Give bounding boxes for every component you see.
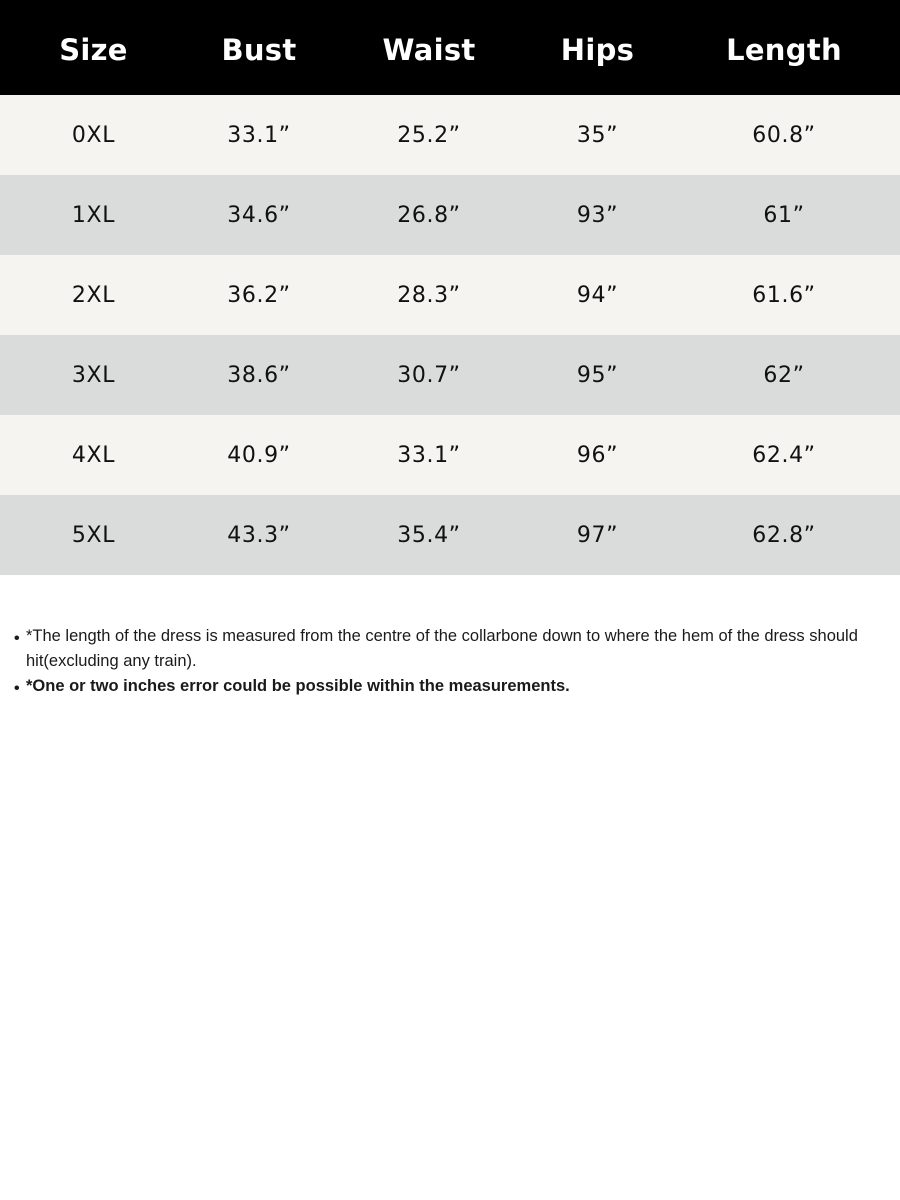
cell-hips: 94” (576, 282, 619, 308)
cell-size: 3XL (71, 362, 116, 388)
cell-size: 0XL (71, 122, 116, 148)
measurement-notes (14, 624, 884, 699)
cell-waist: 33.1” (397, 442, 461, 468)
cell-length: 62.8” (752, 522, 816, 548)
cell-waist: 30.7” (397, 362, 461, 388)
cell-length: 60.8” (752, 122, 816, 148)
header-length: Length (726, 32, 842, 67)
cell-length: 62” (763, 362, 805, 388)
cell-waist: 26.8” (397, 202, 461, 228)
table-row (0, 255, 900, 335)
cell-size: 4XL (71, 442, 116, 468)
cell-size: 1XL (71, 202, 116, 228)
size-chart-table (0, 0, 900, 575)
header-size: Size (59, 32, 128, 67)
note-error-text: *One or two inches error could be possible within the measurements. (26, 677, 570, 695)
cell-waist: 35.4” (397, 522, 461, 548)
header-waist: Waist (382, 32, 476, 67)
note-length (14, 624, 884, 674)
header-bust: Bust (221, 32, 297, 67)
cell-hips: 96” (576, 442, 619, 468)
cell-hips: 35” (576, 122, 619, 148)
cell-bust: 38.6” (227, 362, 291, 388)
cell-waist: 25.2” (397, 122, 461, 148)
table-row (0, 415, 900, 495)
header-hips: Hips (560, 32, 635, 67)
table-header-row (0, 0, 900, 95)
cell-bust: 33.1” (227, 122, 291, 148)
cell-hips: 97” (576, 522, 619, 548)
cell-waist: 28.3” (397, 282, 461, 308)
cell-bust: 43.3” (227, 522, 291, 548)
table-row (0, 175, 900, 255)
cell-size: 2XL (71, 282, 116, 308)
cell-bust: 36.2” (227, 282, 291, 308)
note-error (14, 674, 884, 699)
note-length-text: *The length of the dress is measured from the centre of the collarbone down to where the hem of the dress should hit(excluding any train). (26, 627, 858, 670)
cell-length: 61” (763, 202, 805, 228)
bullet-icon: • (14, 630, 20, 647)
cell-size: 5XL (71, 522, 116, 548)
table-row (0, 495, 900, 575)
cell-hips: 95” (576, 362, 619, 388)
cell-length: 61.6” (752, 282, 816, 308)
bullet-icon: • (14, 680, 20, 697)
table-row (0, 95, 900, 175)
cell-length: 62.4” (752, 442, 816, 468)
table-row (0, 335, 900, 415)
cell-hips: 93” (576, 202, 619, 228)
cell-bust: 40.9” (227, 442, 291, 468)
cell-bust: 34.6” (227, 202, 291, 228)
